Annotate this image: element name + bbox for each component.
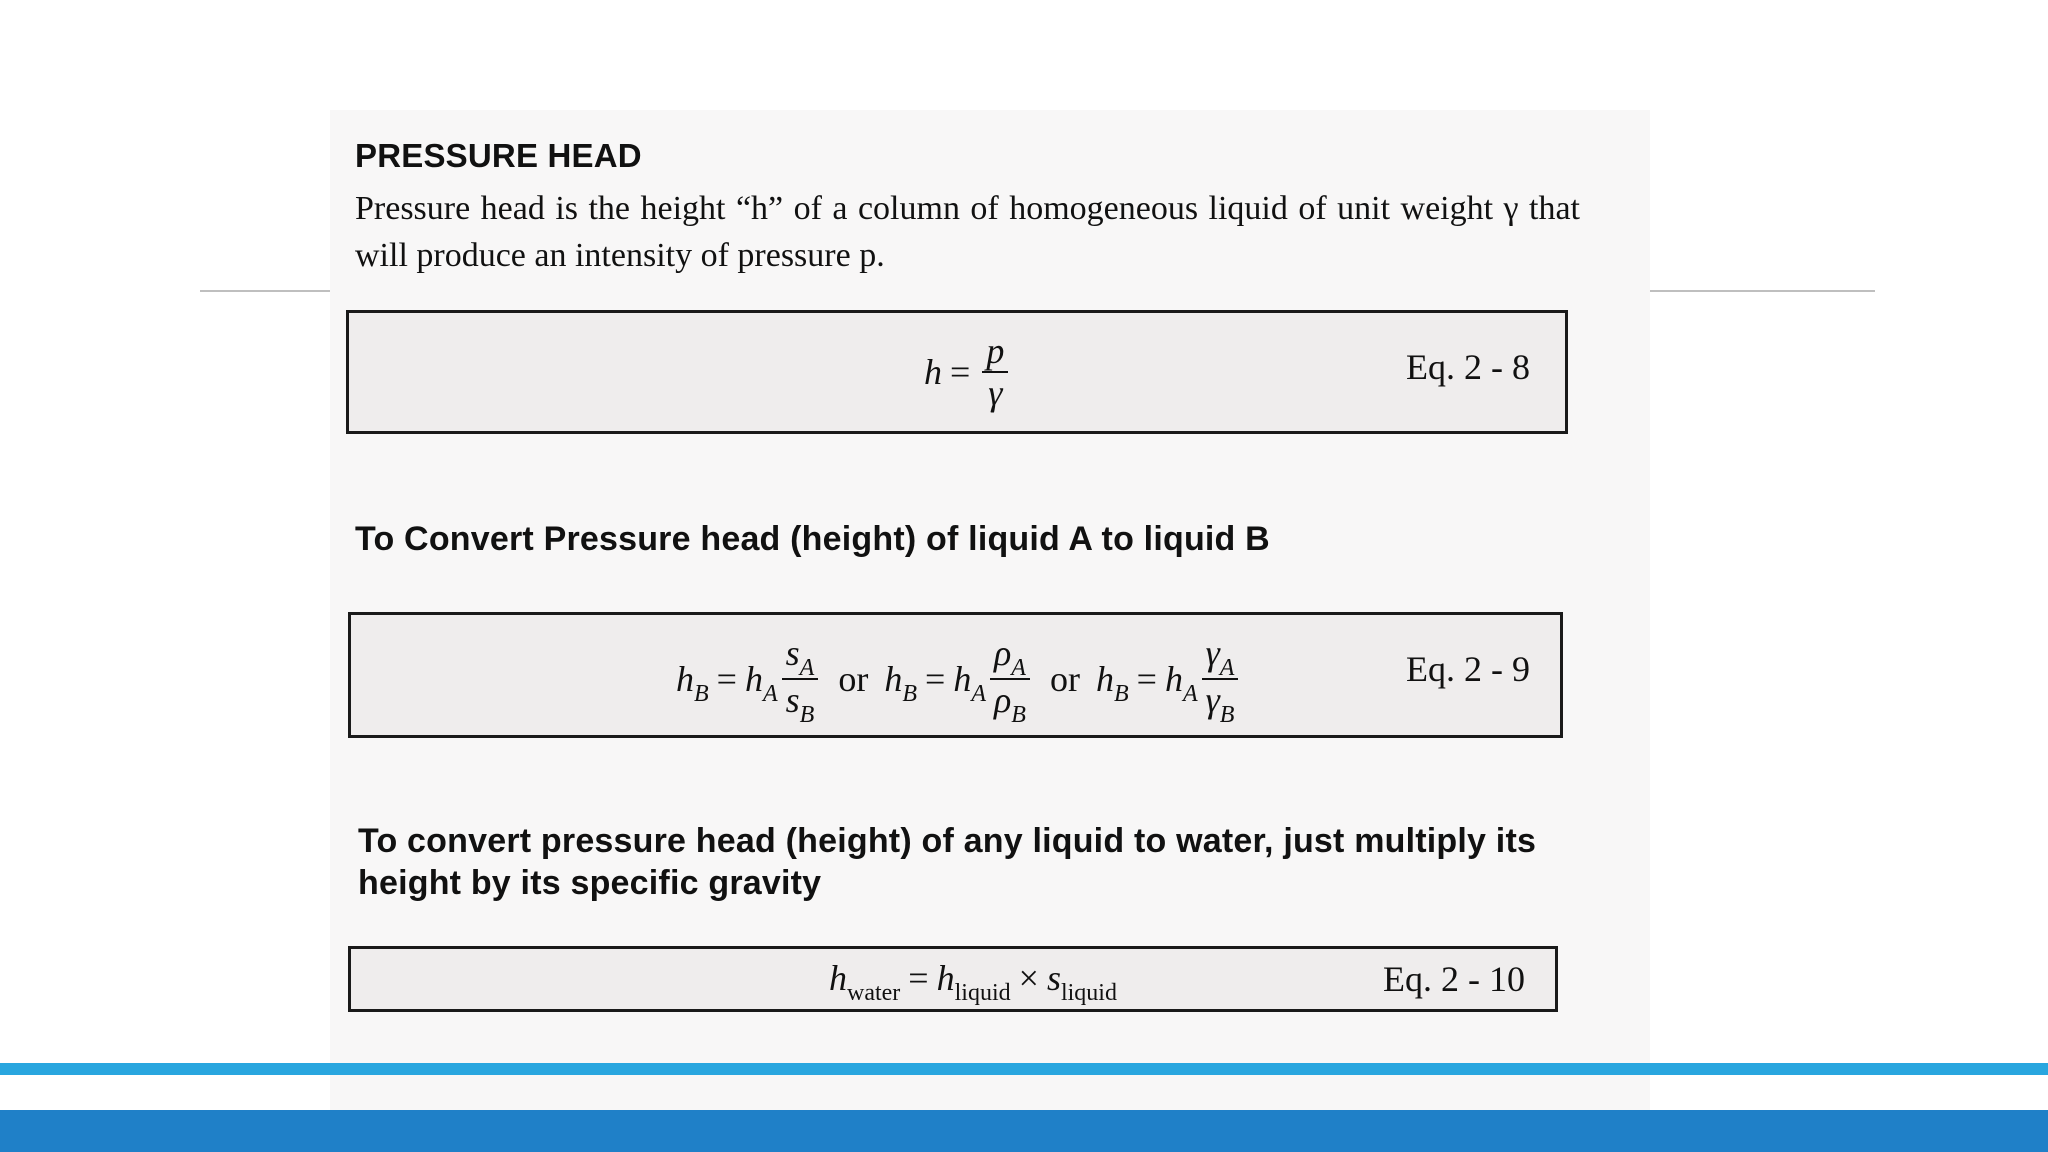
equation-label-2-9: Eq. 2 - 9	[1406, 649, 1530, 689]
eq3-lhs: $h_{water}$	[829, 958, 901, 1006]
eq2-term1-lhs: $h_B$	[676, 659, 709, 707]
footer-band-dark	[0, 1110, 2048, 1152]
heading-convert-to-water: To convert pressure head (height) of any liquid to water, just multiply its height by its specific gravity	[358, 822, 1537, 902]
eq1-denominator: γ	[988, 373, 1003, 413]
eq2-fraction-s: $\frac{s_A}{s_B}$	[782, 633, 819, 725]
divider-line-right	[1650, 290, 1875, 292]
equation-2-8	[924, 331, 1012, 413]
eq2-term2-lhs: $h_B$	[884, 659, 918, 707]
eq1-equals: =	[950, 352, 971, 392]
eq2-or-2: or	[1049, 659, 1080, 699]
footer-band-light	[0, 1063, 2048, 1075]
section-title: PRESSURE HEAD	[355, 137, 642, 174]
eq2-term1-ha: $h_A$	[744, 659, 778, 707]
eq3-times: ×	[1018, 958, 1039, 998]
eq2-term1-equals: =	[716, 659, 737, 699]
equation-box-2-8	[346, 310, 1568, 434]
heading-convert-a-to-b: To Convert Pressure head (height) of liquid A to liquid B	[355, 520, 1270, 558]
definition-text: Pressure head is the height “h” of a column of homogeneous liquid of unit weight γ that will produce an intensity of pressure p.	[355, 190, 1580, 274]
equation-label-2-8: Eq. 2 - 8	[1406, 347, 1530, 387]
eq3-s-liquid: $s_{liquid}$	[1046, 958, 1117, 1006]
eq2-term3-equals: =	[1136, 659, 1157, 699]
eq2-term2-equals: =	[925, 659, 946, 699]
eq1-fraction	[982, 331, 1008, 413]
equation-2-10	[829, 957, 1117, 1006]
eq2-term2-ha: $h_A$	[953, 659, 986, 707]
eq3-h-liquid: $h_{liquid}$	[936, 958, 1011, 1006]
equation-2-9	[676, 633, 1242, 728]
eq2-term3-ha: $h_A$	[1164, 659, 1198, 707]
equation-box-2-9	[348, 612, 1563, 738]
eq2-fraction-rho: $\frac{\rho_A}{\rho_B}$	[990, 633, 1030, 725]
eq1-lhs: h	[924, 352, 942, 392]
eq3-equals: =	[908, 958, 929, 998]
equation-label-2-10: Eq. 2 - 10	[1383, 959, 1525, 999]
eq2-fraction-gamma: $\frac{\gamma_A}{\gamma_B}$	[1202, 633, 1239, 725]
divider-line-left	[200, 290, 335, 292]
equation-box-2-10	[348, 946, 1558, 1012]
scanned-page	[330, 110, 1650, 1110]
eq1-numerator: p	[982, 331, 1008, 373]
eq2-term3-lhs: $h_B$	[1095, 659, 1129, 707]
eq2-or-1: or	[838, 659, 869, 699]
